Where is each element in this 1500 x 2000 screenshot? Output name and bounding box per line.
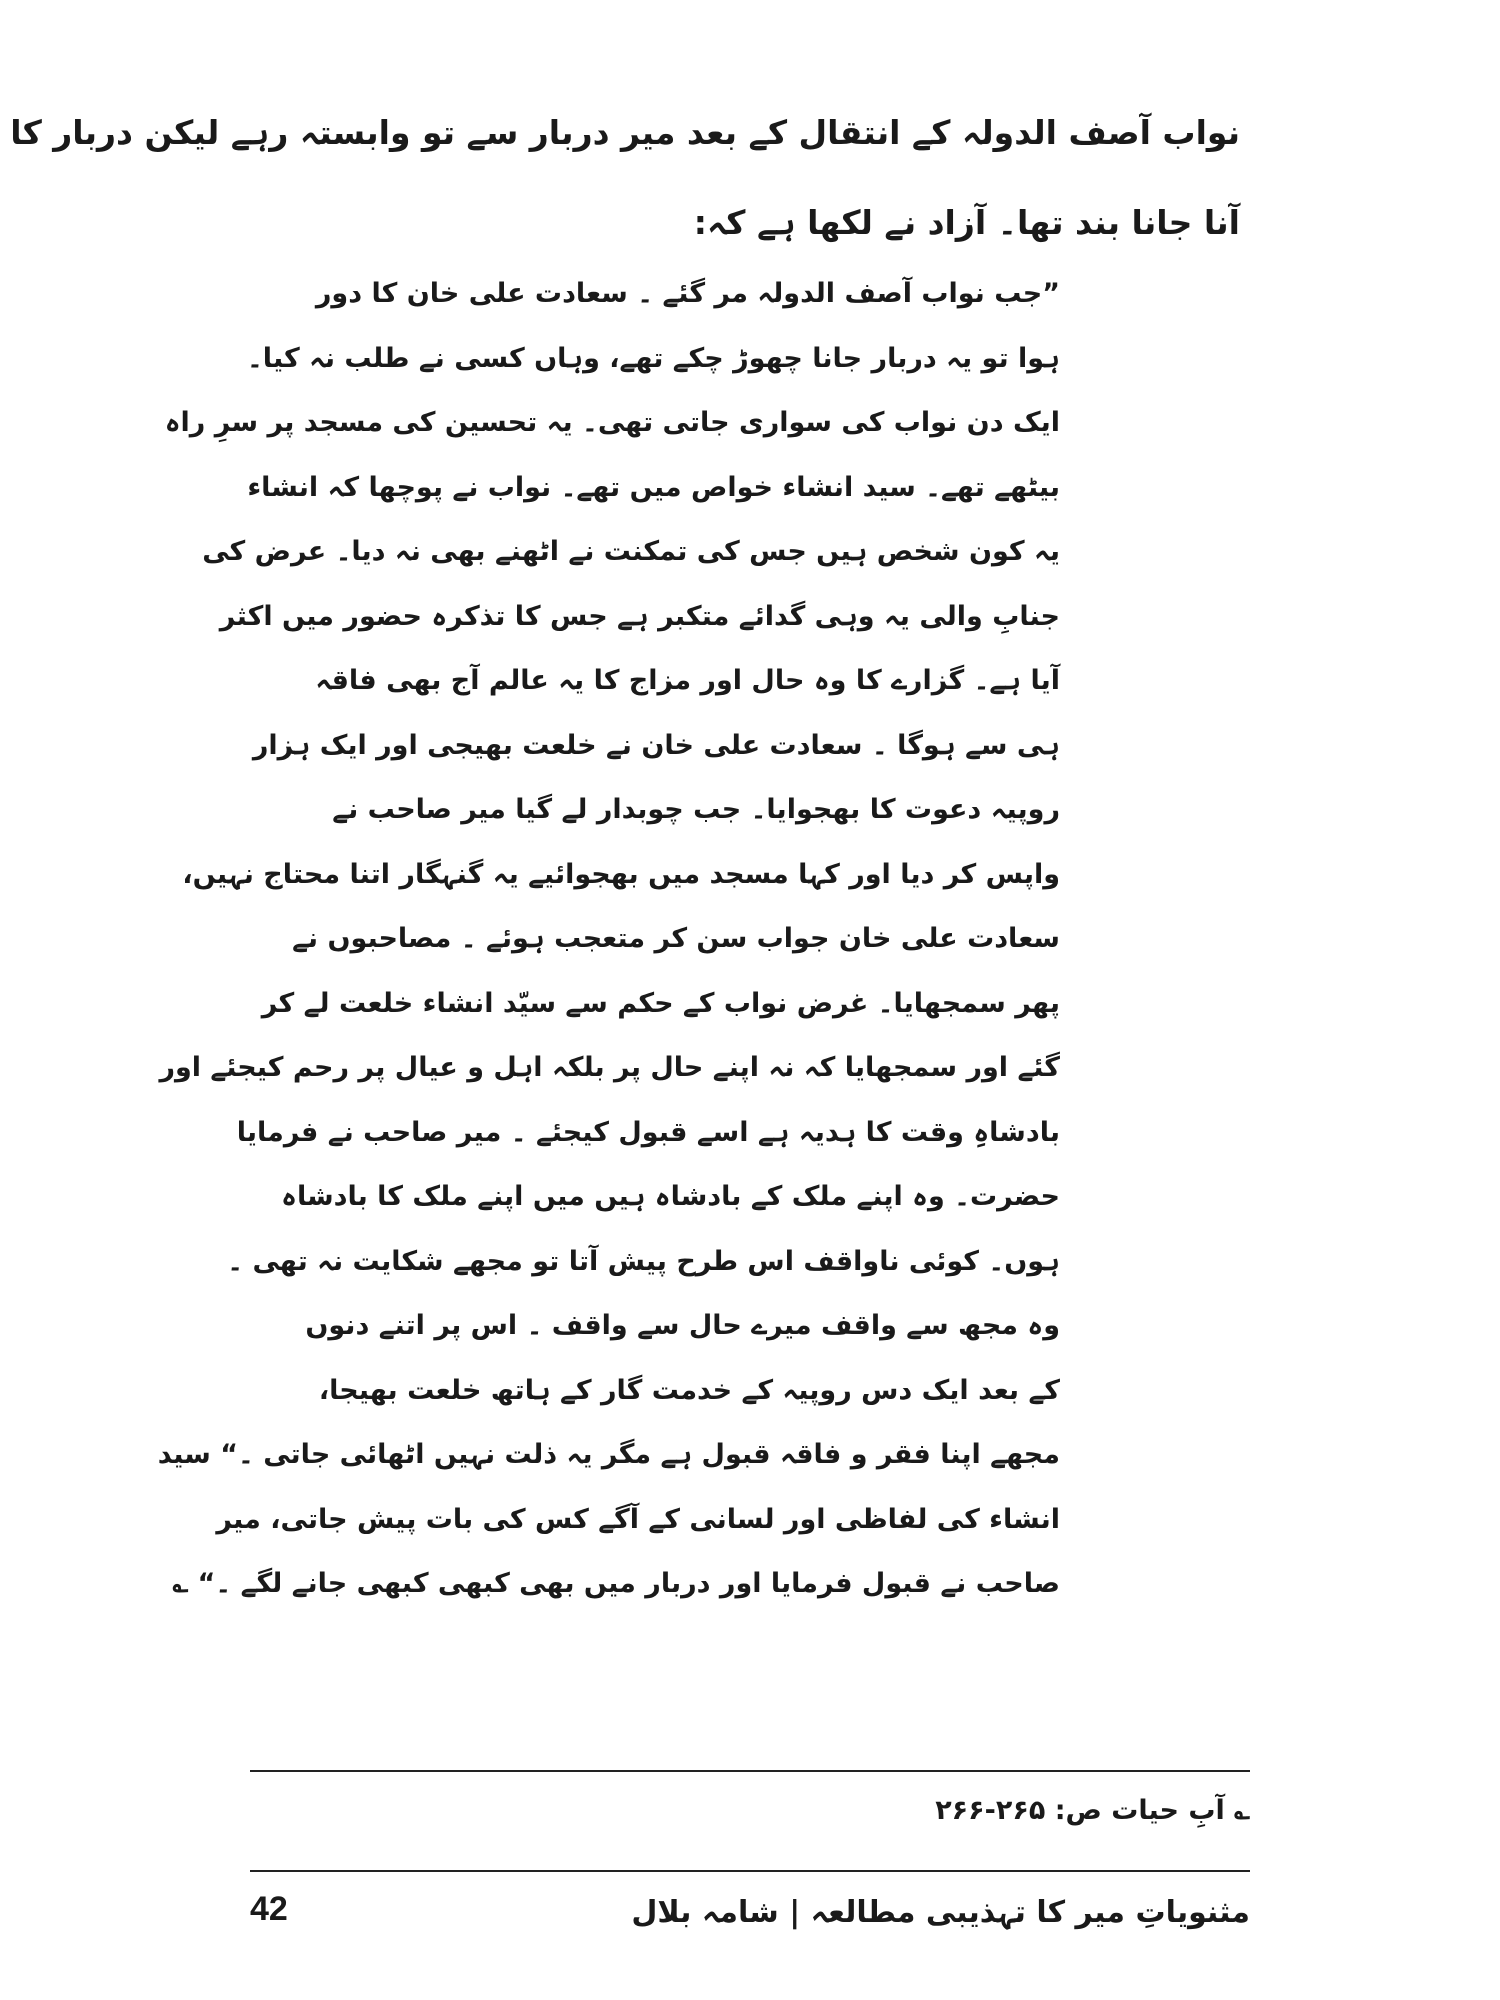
quote-line: آیا ہے۔ گزارے کا وہ حال اور مزاج کا یہ عالم آج بھی فاقہ — [315, 665, 1060, 696]
footnote: ؎ آبِ حیات ص: ۲۶۵-۲۶۶ — [935, 1795, 1250, 1826]
quote-line: سعادت علی خان جواب سن کر متعجب ہوئے ۔ مصاحبوں نے — [292, 923, 1060, 954]
intro-paragraph — [10, 88, 1240, 268]
intro-line: آنا جانا بند تھا۔ آزاد نے لکھا ہے کہ: — [693, 203, 1240, 242]
quote-line: گئے اور سمجھایا کہ نہ اپنے حال پر بلکہ اہل و عیال پر رحم کیجئے اور — [159, 1052, 1060, 1083]
quote-line: وہ مجھ سے واقف میرے حال سے واقف ۔ اس پر اتنے دنوں — [305, 1310, 1060, 1341]
footer-divider — [250, 1870, 1250, 1872]
quote-line: پھر سمجھایا۔ غرض نواب کے حکم سے سیّد انشاء خلعت لے کر — [261, 987, 1060, 1019]
quote-line: واپس کر دیا اور کہا مسجد میں بھجوائیے یہ گنہگار اتنا محتاج نہیں، — [182, 858, 1060, 890]
block-quote — [157, 262, 1060, 1617]
quote-line: حضرت۔ وہ اپنے ملک کے بادشاہ ہیں میں اپنے ملک کا بادشاہ — [281, 1181, 1060, 1212]
footnote-divider — [250, 1770, 1250, 1772]
quote-line: کے بعد ایک دس روپیہ کے خدمت گار کے ہاتھ خلعت بھیجا، — [318, 1374, 1060, 1406]
intro-line: نواب آصف الدولہ کے انتقال کے بعد میر دربار سے تو وابستہ رہے لیکن دربار کا — [10, 113, 1240, 152]
quote-line: ہوا تو یہ دربار جانا چھوڑ چکے تھے، وہاں کسی نے طلب نہ کیا۔ — [246, 342, 1060, 374]
quote-line: جنابِ والی یہ وہی گدائے متکبر ہے جس کا تذکرہ حضور میں اکثر — [219, 600, 1060, 632]
quote-line: بیٹھے تھے۔ سید انشاء خواص میں تھے۔ نواب نے پوچھا کہ انشاء — [247, 471, 1060, 503]
page-number: 42 — [250, 1890, 288, 1928]
quote-line: انشاء کی لفاظی اور لسانی کے آگے کس کی بات پیش جاتی، میر — [216, 1503, 1060, 1535]
quote-line: مجھے اپنا فقر و فاقہ قبول ہے مگر یہ ذلت نہیں اٹھائی جاتی ۔“ سید — [157, 1439, 1060, 1470]
quote-line: بادشاہِ وقت کا ہدیہ ہے اسے قبول کیجئے ۔ میر صاحب نے فرمایا — [236, 1116, 1060, 1148]
quote-line: صاحب نے قبول فرمایا اور دربار میں بھی کبھی کبھی جانے لگے ۔“ ؎ — [172, 1568, 1060, 1599]
quote-line: ہوں۔ کوئی ناواقف اس طرح پیش آتا تو مجھے شکایت نہ تھی ۔ — [227, 1245, 1060, 1277]
quote-line: روپیہ دعوت کا بھجوایا۔ جب چوبدار لے گیا میر صاحب نے — [332, 794, 1060, 825]
quote-line: ایک دن نواب کی سواری جاتی تھی۔ یہ تحسین کی مسجد پر سرِ راہ — [164, 407, 1060, 438]
running-footer-title: مثنویاتِ میر کا تہذیبی مطالعہ | شامہ بلال — [631, 1895, 1250, 1930]
quote-line: یہ کون شخص ہیں جس کی تمکنت نے اٹھنے بھی نہ دیا۔ عرض کی — [202, 536, 1060, 567]
quote-line: ”جب نواب آصف الدولہ مر گئے ۔ سعادت علی خان کا دور — [315, 278, 1060, 309]
quote-line: ہی سے ہوگا ۔ سعادت علی خان نے خلعت بھیجی اور ایک ہزار — [252, 729, 1060, 761]
